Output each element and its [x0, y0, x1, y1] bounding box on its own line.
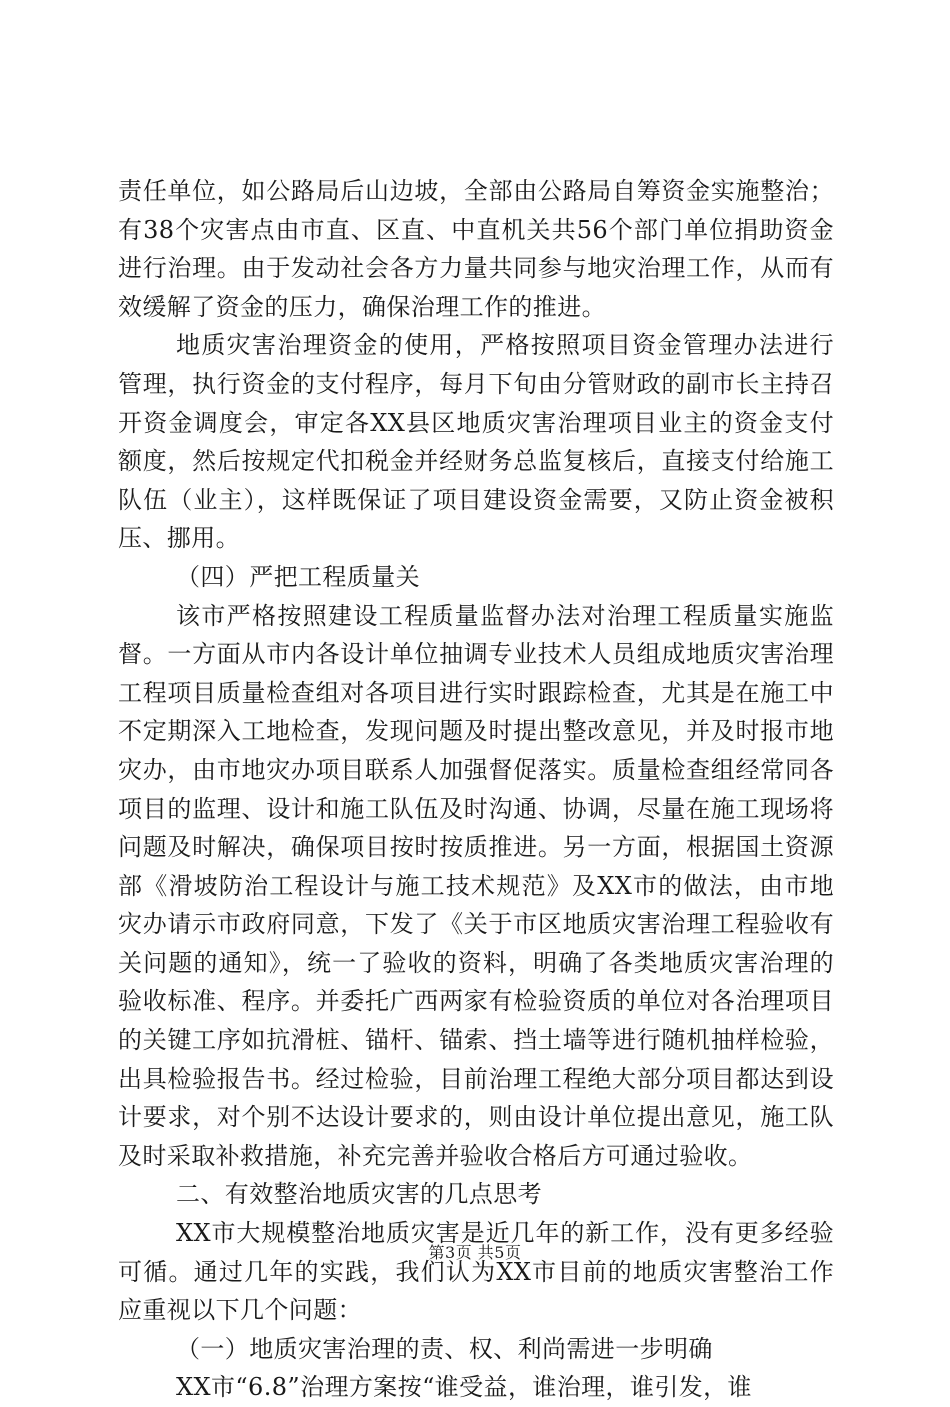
paragraph-4: 该市严格按照建设工程质量监督办法对治理工程质量实施监督。一方面从市内各设计单位抽调专业技术人员组成地质灾害治理工程项目质量检查组对各项目进行实时跟踪检查，尤其是在施工中不定期深入工地检查，发现问题及时提出整改意见，并及时报市地灾办，由市地灾办项目联系人加强督促落实。质量检查组经常同各项目的监理、设计和施工队伍及时沟通、协调，尽量在施工现场将问题及时解决，确保项目按时按质推进。另一方面，根据国土资源部《滑坡防治工程设计与施工技术规范》及XX市的做法，由市地灾办请示市政府同意，下发了《关于市区地质灾害治理工程验收有关问题的通知》，统一了验收的资料，明确了各类地质灾害治理的验收标准、程序。并委托广西两家有检验资质的单位对各治理项目的关键工序如抗滑桩、锚杆、锚索、挡土墙等进行随机抽样检验，出具检验报告书。经过检验，目前治理工程绝大部分项目都达到设计要求，对个别不达设计要求的，则由设计单位提出意见，施工队及时采取补救措施，补充完善并验收合格后方可通过验收。 — [118, 601, 834, 1170]
paragraph-6: XX市大规模整治地质灾害是近几年的新工作，没有更多经验可循。通过几年的实践，我们认为XX市目前的地质灾害整治工作应重视以下几个问题： — [118, 1219, 834, 1325]
section-heading-quality: （四）严把工程质量关 — [176, 562, 420, 591]
paragraph-2: 地质灾害治理资金的使用，严格按照项目资金管理办法进行管理，执行资金的支付程序，每月下旬由分管财政的副市长主持召开资金调度会，审定各XX县区地质灾害治理项目业主的资金支付额度，然后按规定代扣税金并经财务总监复核后，直接支付给施工队伍（业主），这样既保证了项目建设资金需要，又防止资金被积压、挪用。 — [118, 331, 834, 553]
subsection-heading-responsibility: （一）地质灾害治理的责、权、利尚需进一步明确 — [176, 1334, 713, 1363]
paragraph-1: 责任单位，如公路局后山边坡，全部由公路局自筹资金实施整治；有38个灾害点由市直、区直、中直机关共56个部门单位捐助资金进行治理。由于发动社会各方力量共同参与地灾治理工作，从而有效缓解了资金的压力，确保治理工作的推进。 — [118, 177, 834, 321]
page-number-footer: 第3页 共5页 — [428, 1243, 522, 1262]
document-body — [118, 172, 834, 1407]
section-heading-thoughts: 二、有效整治地质灾害的几点思考 — [176, 1180, 542, 1209]
paragraph-8: XX市“6.8”治理方案按“谁受益，谁治理，谁引发，谁 — [176, 1373, 752, 1402]
